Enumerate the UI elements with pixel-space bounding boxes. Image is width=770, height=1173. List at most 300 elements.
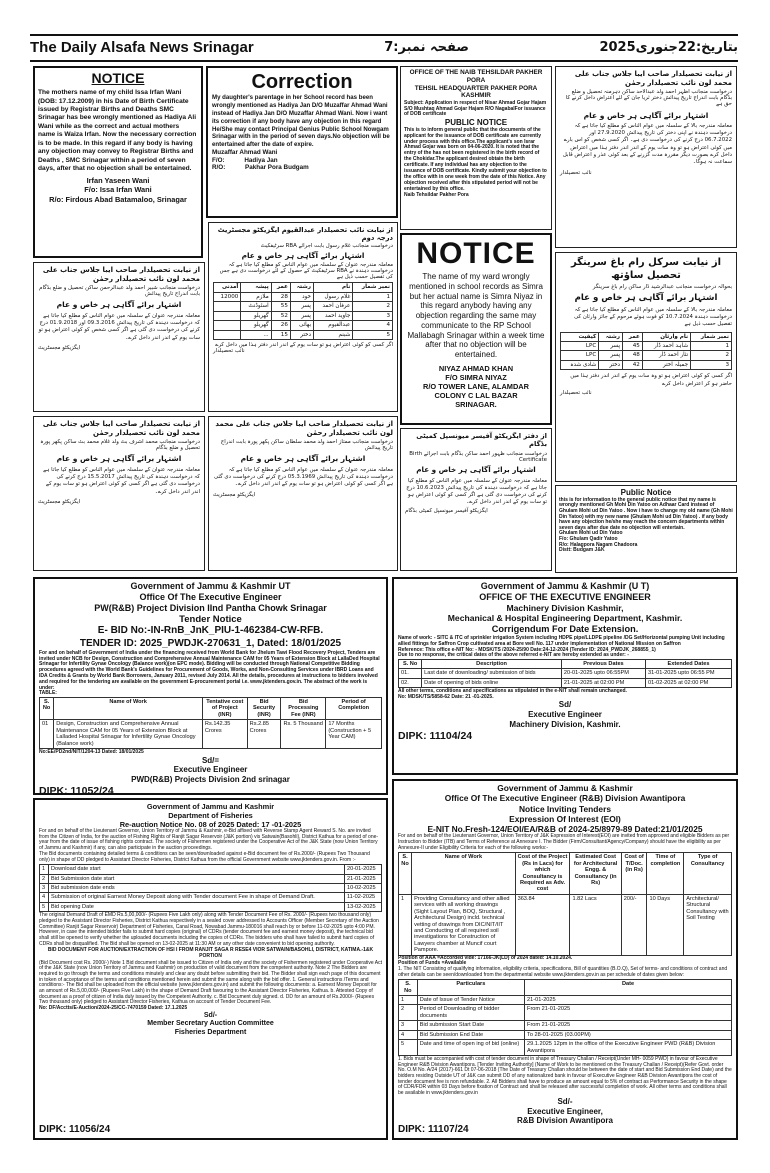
signatory-name: Ghulam Mohi ud Din Yatoo (559, 530, 623, 537)
notice-footer: اگر کسی کو کوئی اعتراض ہو تو سات یوم کے اندر اندر دفتر ہذا میں داخل کرے (215, 341, 393, 348)
notice-title: Corrigendum For Date Extension. (491, 623, 639, 634)
column-header: S. No (399, 980, 418, 996)
table-cell: جمیلہ اختر (642, 360, 690, 369)
ebid-number: E- BID No:-IN-RnB_JnK_PIU-1-462384-CW-RFB. (97, 625, 324, 637)
government-name: Government of Jammu & Kashmir UT (130, 581, 291, 591)
table-row (399, 894, 732, 955)
notice-body: معاملہ مندرجہ عنوان کے سلسلہ میں عوام الناس کو مطلع کیا جاتا ہے کہ درخواست دہندہ کی تاریخ پیدائش 09.3.2016 اور 01.9.2018 درج کرنے کی درخواست دی گئی ہے اگر کسی شخص کو کوئی اعتراض ہو تو سات یوم کے اندر اندر داخل کرے۔ (38, 312, 200, 341)
table-row (214, 330, 393, 339)
table-cell: پسر (290, 311, 313, 320)
table-row (214, 292, 393, 301)
dipk-number: DIPK: 11056/24 (39, 1123, 111, 1135)
nit-paragraph: 1. The NIT Consisting of qualifying information, eligibility criteria, specifications, Bill of quantities (B.O.Q), Set of terms- and conditions of contract and other details can be seen/downloaded from the departmental website www.jktenders.gov.in as per schedule of dates given below: (398, 965, 728, 978)
enit-number: E-NIT No.Fresh-124/EOI/EA/R&B of 2024-25/8979-89 Dated:21/01/2025 (427, 824, 703, 834)
notice-subject: درخواست منجانب غلام رسول بابت اجرائے RBA سرٹیفکیٹ (260, 242, 393, 249)
notice-heading: از نیابت تحصیلدار صاحب ایبا جلاس جناب علی محمد لون نائب تحصیلدار رحمٰن (42, 420, 200, 437)
table-cell: LPC (561, 351, 599, 360)
notice-subject: درخواست منجانب شبیر احمد ولد عبدالرحمن ساکن تحصیل و ضلع بڈگام بابت اندراج تاریخ پیدائش (39, 285, 200, 298)
notice-title: NOTICE (416, 237, 536, 270)
table-cell: 52 (271, 311, 290, 320)
column-header: کیفیت (561, 332, 599, 341)
notice-body: معاملہ مندرجہ عنوان کے سلسلہ میں عوام الناس کو مطلع کیا جاتا ہے کہ درخواست دہندہ کی تاریخ پیدائش 05.3.1969 درج کرنے کی درخواست دی گئی ہے اگر کسی کو کوئی اعتراض ہو تو سات یوم کے اندر اندر داخل کرے۔ (214, 466, 393, 488)
table-cell: جاوید احمد (314, 311, 353, 320)
public-notice-yatoo (555, 485, 737, 573)
table-cell: خود (290, 292, 313, 301)
table-cell: 1 (691, 342, 732, 351)
table-row (561, 360, 732, 369)
department-name: Mechanical & Hospital Engineering Department, Kashmir. (447, 613, 683, 624)
table-cell: گھریلو (241, 311, 271, 320)
notice-title: اشتہار برائے آگاہی ہر خاص و عام (241, 250, 365, 260)
table-row (40, 865, 382, 874)
notice-body: The mothers name of my child Issa Irfan Wani (DOB: 17.12.2009) in his Date of Birth Certificate issued by Registrar Births and Deaths SMC Srinagar has bee wrongly mentioned as Hadiya Ali Wani while as the correct and actual mothers name is Waiza Irfan. Now the necessary correction is to be made. In this regard if any body is having any objection may convey to Registrar Births and Deaths , SMC Srinagar within a period of seven days, after that no objection shall be entertained. (38, 89, 197, 173)
column-header: عمر (623, 332, 643, 341)
reference-number: No:EE/PD2nd/NIT/1204-13 Dated: 18/01/2025 (39, 748, 144, 755)
notice-body: this is for information to the general public notice that my name is wrongly mentioned Gh Mohi Din Yatoo on Adhaar Card instead of Ghulam Mohi ud Din Yatoo . Now i have to change my old name (Gh Mohi Din Yatoo) with my new name (Ghulam Mohi ud Din Yatoo) . if any body have any objection he/she may reach the concern departments within seven days after due date no objection will entertain. (559, 496, 733, 531)
dipk-number: DIPK: 11107/24 (398, 1123, 469, 1135)
table-cell: 3 (399, 1021, 418, 1030)
table-cell: 13-02-2025 (344, 902, 381, 911)
notice-title: Public Notice (620, 488, 672, 497)
table-cell: 1 (399, 894, 412, 955)
notice-heading: از نیابت نائب تحصیلدار عبدالقیوم ایگزیکٹو مجسٹریٹ درجہ دوم (217, 226, 393, 243)
rnb-awantipora-eoi (392, 779, 738, 1140)
table-cell: 2 (691, 351, 732, 360)
table-row (399, 669, 732, 678)
table-cell: عرفان احمد (314, 302, 353, 311)
correction-body: My daughter's parentage in her School record has been wrongly mentioned as Hadiya Jan D/O Muzaffar Ahmad Wani instead of Hadiya Jan D/O Muzaffar Ahmad Wani. Now i want its correction if any body have any objection in this regard He/She may contact Principal Genius Public School Nowgam Srinagar with in the period of seven days.No objection will be entertained after the date of expire. (212, 94, 390, 149)
naib-tehsildar-notice (400, 66, 552, 230)
notice-subject: بحوالہ درخواست منجانب عبدالرشید ڈار ساکن رام باغ سرینگر (592, 284, 732, 290)
table-row (399, 996, 732, 1005)
notice-subject: درخواست منجانب محمد اشرف بٹ ولد غلام محمد بٹ ساکن پکھر پورہ تحصیل و ضلع بڈگام (40, 439, 200, 452)
column-header: Cost of T/Doc. (in Rs) (621, 853, 647, 895)
table-cell: 31-01-2025 upto 06:55 PM (646, 669, 732, 678)
table-cell: دختر (290, 330, 313, 339)
table-cell: Date and time of open ing of bid (online) (417, 1040, 524, 1056)
notice-title: اشتہار برائے آگاہی ہر خاص و عام (583, 110, 709, 120)
table-cell: 21-01-2025 (525, 996, 732, 1005)
notice-body: معاملہ مندرجہ بالا کے سلسلہ میں عوام الناس کو مطلع کیا جاتا ہے کہ درخواست دہندہ 10.7.2024 کو فوت ہوئے مرحوم کے جائز وارثان کی تفصیل حسب ذیل ہے (574, 306, 732, 328)
table-row (40, 893, 382, 902)
column-header: Type of Consultancy (684, 853, 732, 895)
sd-mark: Sd/ (558, 700, 572, 710)
notice-body: معاملہ مندرجہ عنوان کے سلسلہ میں عوام الناس کو مطلع کیا جاتا ہے کہ درخواست دہندہ کی تاریخ پیدائش 10.6.2023 درج کرنے کی درخواست دی گئی ہے اگر کسی کو کوئی اعتراض ہو تو سات یوم کے اندر اندر داخل کرے۔ (406, 477, 547, 505)
table-cell: 21-01-2025 (344, 874, 381, 883)
column-header: Estimated Cost for Architectural Engg. & Consultancy (in Rs) (570, 853, 621, 895)
notice-title: اشتہار برائے آگاہی ہر خاص و عام (56, 454, 182, 464)
table-header (40, 698, 382, 720)
notice-heading: از دفتر ایگزیکٹو آفیسر میونسپل کمیٹی بڈگام (416, 432, 547, 449)
table-cell: Architectural/ Structural Consultancy with Soil Testing (684, 894, 732, 955)
signatory-relation: F/o: Issa Irfan Wani (84, 185, 152, 195)
table-cell: 10 Days (647, 894, 684, 955)
table-row (399, 1021, 732, 1030)
notice-subject: درخواست منجانب ممتاز احمد ولد محمد سلطان ساکن پکھر پورہ بابت اندراج تاریخ پیدائش (220, 439, 393, 452)
table-cell: 2 (399, 1005, 418, 1021)
table-cell: 363.84 (515, 894, 570, 955)
signatory: نائب تحصیلدار (560, 169, 592, 176)
table-cell: 1.82 Lacs (570, 894, 621, 955)
table-cell: Last date of downloading/ submission of bids (422, 669, 562, 678)
table-row (561, 342, 732, 351)
notice-subject: درخواست منجانب ظہور احمد ساکن بڈگام بابت اجرائے Birth Certificate (409, 450, 547, 463)
table-row (399, 1005, 732, 1021)
office-subheading: TEHSIL HEADQUARTER PAKHER PORA KASHMIR (414, 84, 538, 100)
tender-body: For and on behalf of Government of India under the financing received from World Bank for Jhelum Tawi Flood Recovery Project, Tenders are invited under NCB for Design, Construction and Comprehensive Annual Maintenance CAM for 05 Years of Extension Block at LallaDed Hospital Srinagar for Infertility Gynae Oncology (Balance work)(on EPC mode). Bidding will be conducted through National Competitive Bidding procedures agreed with the World Bank's Guidelines for Procurement of Goods, Works, and Non-Consulting Services under IBRD Loans and IDA Credits & Grants by World Bank Borrowers, January 2011, revised July 2014. All the details, procedures at instructions to bidders involved and required for the tendering are available on the government E-procurement portal i.e. www.jktenders.gov.in. The abstract of the work is under: (39, 649, 380, 691)
heirs-table (560, 332, 732, 371)
signatory: نائب تحصیلدار (560, 389, 592, 396)
signatory-office: Machinery Division, Kashmir. (509, 719, 621, 729)
table-cell: 17 Months (Construction + 5 Year CAM) (326, 720, 382, 749)
table-cell: Bid submission date ends (48, 884, 344, 893)
notice-body: 1. Bids must be accompanied with cost of tender document in shape of Treasury Challan / Receipt(Under MH- 0059 PWD) in favour of Executive Engineer R&B Division Awantipora. [Tender Inviting Authority] (Name of Work to be mentioned on the Treasury Challan / Receipt)(Refer Govt. order No. O.M No. A/24 (2017)-661 Dt 07-06-2018 (The Date of Treasury Challan should be between the date of start and Bid Submission End Date) and the bidders residing Outside UT of J&K can submit DD of any nationalized bank in favour of Executive Engineer R&B Division Awantipora the cost of tender document fee is non refundable. 2. All Bidders shall have to produce an amount equal to 5% of contract as Performance Security in the shape of CDR/FDR within 03 Days before fixation of Contract and shall be released after successful completion of work. All other terms and conditions shall be available in www.jktenders.gov.in (398, 1056, 732, 1097)
notice-heading: از نیابت تحصیلدار صاحب ایبا جلاس جناب علی محمد لون نائب تحصیلدار رحمٰن (42, 266, 200, 283)
table-cell: پسر (290, 302, 313, 311)
signatory-title: Executive Engineer (528, 710, 602, 720)
table-row (40, 884, 382, 893)
table-cell: Providing Consultancy and other allied services with all working drawings (Sight Layout Plan, BOQ, Structural , Architectural Design) incld. technical vetting of drawings from DIC/NIT/IIT and Conducting of all required soil investigations for Construction of Lawyers chamber at Muncif court Pampore. (412, 894, 516, 955)
column-header: نمبر شمار (353, 283, 393, 292)
table-cell (214, 330, 241, 339)
table-row (40, 874, 382, 883)
table-cell: پسر (599, 342, 623, 351)
column-header: نمبر شمار (691, 332, 732, 341)
signatory-name: Muzaffar Ahmad Wani (212, 148, 278, 156)
notice-subject: Subject: Application in respect of Nisar Ahmad Gojar Hajam S/O Mushtaq Ahmad Gojar Hajam R/O NagabalFor issuance of DOB certificate (404, 100, 547, 118)
table-row (561, 351, 732, 360)
intro: Due to no response, the critical dates of the above referred e-NIT are hereby extended as under: - (398, 652, 629, 659)
department-name: Department of Fisheries (168, 811, 253, 821)
table-cell: نثار احمد ڈار (642, 351, 690, 360)
column-header: Date (525, 980, 732, 996)
table-row (40, 902, 382, 911)
table-cell: 45 (623, 342, 643, 351)
footer-note: All other terms, conditions and specifications as stipulated in the e-NIT shall remain unchanged. (398, 688, 627, 695)
table-cell: 29.1.2025 12pm in the office of the Executive Engineer PWD (R&B) Division Awantipora (525, 1040, 732, 1056)
office-name: Office Of The Executive Engineer (139, 591, 282, 602)
notice-heading: از نیابت تحصیلدار صاحب ایبا جلاس جناب علی محمد لون نائب تحصیلدار رحمٰن (215, 420, 393, 437)
table-cell: پسر (599, 351, 623, 360)
table-cell: From 21-01-2025 (525, 1005, 732, 1021)
work-table (39, 697, 382, 749)
notice-title: NOTICE (91, 70, 145, 86)
column-header: Previous Dates (561, 659, 645, 668)
notice-subject: درخواست منجانب اظہر احمد ولد عبدالاحد ساکن دہرمنہ تحصیل و ضلع بڈگام بابت اندراج تاریخ پیدائش دختر ثریا جان کے لئے اعتراض داخل کرنے کا حق ہے (565, 89, 732, 108)
table-header (561, 332, 732, 341)
table-cell: Bid opening Date (48, 902, 344, 911)
urdu-rba-notice (208, 222, 398, 412)
table-cell (214, 321, 241, 330)
notice-title: اشتہار برائے آگاہی ہر خاص و عام (240, 454, 366, 464)
notice-body: For and on behalf of the Lieutenant Governor, Union Territory of Jammu & Kashmir, e-Bid affixed with Reverse Stamp Agent Reward S. No. are invited from the Citizen of India, for the auction of Fishing Rights of Ranjit Sagar Reservoir (J&K portion) vis Satwain(Basohli), District Kathua for a period of one-year from the date of issue of fishing rights contract. The society of Fishermen registered under the Cooperative Act of the J&K State (now Union Territory of Jammu and Kashmir) if any, can also participate in the auction proceedings. (39, 828, 379, 852)
urdu-left-notice-1 (33, 262, 205, 412)
notice-body: This is to inform general public that the documents of the applicant for the issuance of DOB certificate are currently under process with this office.The applicant's son Israr Ahmad Gojar was born on 04-06-2020. It is noted that the entry of the has not been registered in the birth record of the Chokidar.The applicant desired obtain the birth certificate. If any individual has any objection to the issuance of DOB certificate. Kindly submit your objection to the office with in one week from the date of this Notice. Any objection received after this stipulated period will not be entertained by this office. (404, 126, 547, 192)
table-header (399, 659, 732, 668)
urdu-municipal-notice (400, 428, 552, 571)
schedule-table (39, 864, 382, 912)
reference-number: No: MDSK/TS/5858-62 Date: 21 -01-2025. (398, 693, 494, 700)
notice-body: The name of my ward wrongly mentioned in school records as Simra but her actual name is Simra Niyaz in this regard anybody having any objection regarding the same may communicate to the RP School Mallabagh Srinagar within a week time after that no objection will be entertained. (407, 272, 545, 359)
table-cell: 26 (271, 321, 290, 330)
fisheries-reauction-notice (33, 798, 388, 1140)
table-body (561, 342, 732, 370)
dates-table (398, 979, 732, 1056)
column-header: Description (422, 659, 562, 668)
column-header: نام وارثان (642, 332, 690, 341)
table-label: TABLE: (39, 690, 57, 697)
reference-number: No: DF/Acctts/E-Auction/2024-25/CC-7470159 Dated: 17.1.2025 (39, 1005, 188, 1012)
table-cell: Rs.142.35 Crores (202, 720, 247, 749)
table-cell: 02. (399, 678, 422, 687)
table-cell: 4 (353, 321, 393, 330)
table-row (40, 720, 382, 749)
position-aaa: Position of AAA =Accorded vide: 17166-JK(LD) of 2024 dated: 14.10.2024. (398, 954, 573, 961)
table-cell: 5 (40, 902, 49, 911)
column-header: Bid Processing Fee (INR) (281, 698, 326, 720)
table-cell: Bid Submission End Date (417, 1030, 524, 1039)
notice-title: PUBLIC NOTICE (444, 118, 508, 128)
column-header: Cost of the Project (Rs in Lacs) for which Consultancy is Required as Adv. cost (515, 853, 570, 895)
column-header: Bid Security (INR) (247, 698, 281, 720)
signatory-address-3: SRINAGAR. (455, 399, 497, 409)
column-header: Name of Work (412, 853, 516, 895)
signatory-address: R/o: Firdous Abad Batamaloo, Srinagar (49, 194, 187, 204)
table-row (399, 1040, 732, 1056)
table-row (399, 1030, 732, 1039)
signatory: Naib Tehsildar Pakher Pora (404, 191, 469, 198)
work-table (398, 852, 732, 955)
signatory-relation: F/O: Hadiya Jan (212, 156, 278, 164)
column-header: Particulars (417, 980, 524, 996)
notice-footer: اگر کسی کو کوئی اعتراض ہو تو وہ سات یوم کے اندر اندر دفتر ہذا میں حاضر ہو کر اعتراض داخل کرے (570, 373, 732, 387)
sd-mark: Sd/- (557, 1096, 573, 1106)
table-cell: 11-02-2025 (344, 893, 381, 902)
table-cell: 21-01-2025 at 02:00 PM (561, 678, 645, 687)
column-header: رشتہ (290, 283, 313, 292)
table-body (399, 669, 732, 688)
column-header: عمر (271, 283, 290, 292)
table-cell: 42 (623, 360, 643, 369)
division-name: PW(R&B) Project Division IInd Pantha Chowk Srinagar (94, 602, 327, 613)
table-cell: 200/- (621, 894, 647, 955)
bid-document-title: BID DOCUMENT FOR AUCTION/EXTRACTION OF HSI I FROM RANJIT SAGA R RESE4 VIOR SATWAIN/BASOHLI, DISTRICT, KATIMA.-1&K PORTION (47, 947, 374, 960)
signatory: نائب تحصیلدار (213, 348, 245, 355)
urdu-mid-notice-2 (208, 416, 398, 571)
signatory-title: Member Secretary Auction Committee (147, 1020, 274, 1028)
notice-title: Notice Inviting Tenders (519, 803, 611, 814)
masthead (30, 34, 738, 62)
table-cell: To 28-01-2025 (03.00PM) (525, 1030, 732, 1039)
division-name: Machinery Division Kashmir, (506, 602, 624, 613)
signatory-district: Distt: Budgam J&K (559, 547, 605, 554)
column-header: Time of completion (647, 853, 684, 895)
signatory: ایگزیکٹو مجسٹریٹ (38, 498, 81, 505)
signatory-address-1: R/O TOWER LANE, ALAMDAR (423, 381, 529, 391)
table-cell: 4 (40, 893, 49, 902)
table-cell: Submission of original Earnest Money Deposit along with Tender document Fee in shape of Demand Draft. (48, 893, 344, 902)
signatory-office: R&B Division Awantipora (516, 1116, 613, 1126)
table-cell: Period of Downloading of bidder documents (417, 1005, 524, 1021)
table-cell: 4 (399, 1030, 418, 1039)
signatory: ایگزیکٹو مجسٹریٹ (38, 344, 81, 351)
urdu-left-notice-2 (33, 416, 205, 571)
page-number: صفحہ نمبر:7 (384, 40, 469, 56)
column-header: نام (314, 283, 353, 292)
table-row (214, 302, 393, 311)
sd-mark: Sd/= (201, 755, 220, 765)
intro: For and on behalf of the Lieutenant Governor, Union Territory of J&K Expression of Interest(EOI) are invited from approved and eligible Bidders as per Instruction to Bidder (ITB) and Terms of Reference at Annexure I. The Bidder (Firm/Consultant/Agency/Company) should have the eligibility as per Annexure-II under Eligibility Criteria for each of the following works:- (398, 833, 730, 851)
heirs-table (213, 282, 393, 340)
sd-mark: Sd/- (203, 1011, 218, 1019)
table-cell: ملازم (241, 292, 271, 301)
table-cell: 10-02-2025 (344, 884, 381, 893)
table-cell: 3 (40, 884, 49, 893)
correction-notice (206, 66, 398, 218)
table-cell: 01 (40, 720, 54, 749)
position-funds: Position of Funds =Available (398, 960, 467, 967)
signatory-address: R/O: Pakhar Pora Budgam (212, 164, 309, 172)
column-header: S. No (399, 659, 422, 668)
column-header: پیشہ (241, 283, 271, 292)
table-row (214, 311, 393, 320)
notice-body-3: The original Demand Draft of EMD Rs.5,00,000/- (Rupees Five Lakh only) along with Tender Document Fee of Rs. 2000/- (Rupees two thousand only) pledged to the Assistant Director Fisheries, District Kathua respectively in a sealed cover addressed to Accounts Officer (Member Secretary of the Auction Committee) Ranjit Sagar Reservoir) Department of Fisheries, Canal Road, Nowabad Jammu-180016 shall reach by or before 11-02-2025 upto 4:00 PM. However, in case the intended bidder fails to submit hard copies (original) of CDRs (tender document fee and earnest money deposit), the technical bid shall still be opened to verify whether the uploaded documents including the copies of CDRs. The bidders who shall have failed to submit hard copies of CDRs shall be disqualified. The Bid shall be opened on 13-02-2025 at 11:30 AM or any other date convenient to bid opening authority. (39, 912, 379, 947)
table-cell: 1 (40, 865, 49, 874)
table-cell: Bid Submission date start (48, 874, 344, 883)
table-cell: 1 (399, 996, 418, 1005)
table-cell: 3 (691, 360, 732, 369)
column-header: رشتہ (599, 332, 623, 341)
table-cell: دختر (599, 360, 623, 369)
table-cell: 48 (623, 351, 643, 360)
table-cell: 1 (353, 292, 393, 301)
notice-body: معاملہ مندرجہ عنوان کے سلسلہ میں عوام الناس کو مطلع کیا جاتا ہے کہ درخواست دہندہ نے RBA سرٹیفکیٹ کے حصول کے لئے درخواست دی ہے جس کی تفصیل حسب ذیل ہے (219, 261, 393, 281)
table-cell: Date of Issue of Tender Notice (417, 996, 524, 1005)
signatory-title: Executive Engineer, (527, 1106, 603, 1116)
urdu-ram-bagh-notice (555, 252, 737, 482)
notice-title: Re-auction Notice No. 08 of 2025 Dated: 17 -01-2025 (119, 820, 302, 830)
signatory-address: R/o: Halagpora Nagam Chadoora (559, 541, 638, 548)
column-header: S. No (399, 853, 412, 895)
signatory: ایگزیکٹو آفیسر میونسپل کمیٹی بڈگام (405, 507, 488, 514)
notice-niyaz (400, 233, 552, 425)
signatory-name: NIYAZ AHMAD KHAN (438, 363, 514, 373)
table-cell: Bid submission Start Date (417, 1021, 524, 1030)
signatory-relation: F/o: Ghulam Qadir Yatoo (559, 535, 618, 542)
table-cell: 20-01-2025 upto 06:55PM (561, 669, 645, 678)
column-header: Period of Completion (326, 698, 382, 720)
government-name: Government of Jammu & Kashmir (U T) (480, 581, 650, 591)
column-header: Name of Work (54, 698, 203, 720)
tender-id: TENDER ID: 2025_PWDJK-270631_1, Dated: 18/01/2025 (79, 637, 342, 649)
table-cell: Rs. 5 Thousand (281, 720, 326, 749)
table-header (399, 853, 732, 895)
table-cell: 20-01-2025 (344, 865, 381, 874)
dates-table (398, 659, 732, 688)
table-cell: گھریلو (241, 321, 271, 330)
table-cell: 01. (399, 669, 422, 678)
column-header: Extended Dates (646, 659, 732, 668)
notice-title: Tender Notice (179, 613, 242, 625)
signatory-office: Fisheries Department (174, 1028, 247, 1036)
work-name: Name of work: - SITC & ITC of sprinkler irrigation System including HDPE pipe/LLDPE pipeline /DG Set/Horizontal pumping Unit including allied fittings for Saffron Crop cultivated area at Bore well No. 117 under implementation of National Mission on Saffron (398, 635, 725, 647)
table-cell: 5 (399, 1040, 418, 1056)
dipk-number: DIPK: 11052/24 (39, 784, 114, 797)
notice-subtitle: Expression Of Interest (EOI) (509, 813, 621, 824)
table-cell: 55 (271, 302, 290, 311)
table-body (399, 996, 732, 1056)
office-name: OFFICE OF THE EXECUTIVE ENGINEER (479, 591, 651, 602)
table-cell: 28 (271, 292, 290, 301)
table-cell: شاہد احمد ڈار (642, 342, 690, 351)
table-cell (214, 311, 241, 320)
reference: Reference: This office e-NIT No: - MDSK/TS /2024-25/90 Date:24-12-2024 (Tender ID: 2024_PWDJK_268855_1) (398, 646, 656, 653)
notice-heading: از نیابت تحصیلدار صاحب ایبا جلاس جناب علی محمد لون نائب تحصیلدار رحمٰن (574, 70, 732, 87)
notice-title: اشتہار برائے آگاہی ہر خاص و عام (574, 293, 718, 304)
column-header: Tentative cost of Project (INR) (202, 698, 247, 720)
table-cell: 2 (353, 302, 393, 311)
table-cell: From 21-01-2025 (525, 1021, 732, 1030)
table-cell: غلام رسول (314, 292, 353, 301)
table-cell: 2 (40, 874, 49, 883)
issue-date: بتاریخ:22جنوری2025 (599, 40, 738, 56)
signatory-relation: F/O SIMRA NIYAZ (445, 372, 507, 382)
urdu-tehsildar-notice (555, 66, 737, 248)
table-header (399, 980, 732, 996)
table-cell: 12000 (214, 292, 241, 301)
signatory-office: PWD(R&B) Projects Division 2nd srinagar (131, 775, 290, 785)
column-header: آمدنی (214, 283, 241, 292)
notice-body-2: The Bid documents containing detailed terms & conditions can be seen/downloaded against e-Bid document fee of Rs.2000/- (Rupees Two Thousand only) in shape of DD pledged to Assistant Director Fisheries, District Kathua from the official Government website www.jktenders.gov.in. From :- (39, 850, 370, 863)
signatory: ایگزیکٹو مجسٹریٹ (213, 491, 256, 498)
notice-heading: از نیابت سرکل رام باغ سرینگر تحصیل ساؤتھ (570, 257, 722, 281)
correction-title: Correction (251, 71, 353, 93)
notice-title: اشتہار برائے آگاہی ہر خاص و عام (416, 464, 536, 474)
table-cell: شبنم (314, 330, 353, 339)
column-header: S. No (40, 698, 54, 720)
notice-irfan (33, 66, 203, 258)
dipk-number: DIPK: 11104/24 (398, 729, 473, 742)
table-row (214, 321, 393, 330)
table-body (214, 292, 393, 339)
office-heading: OFFICE OF THE NAIB TEHSILDAR PAKHER PORA (409, 69, 543, 84)
table-cell: Date of opening of bids online (422, 678, 562, 687)
table-cell: Download date start (48, 865, 344, 874)
table-cell: شادی شدہ (561, 360, 599, 369)
table-header (214, 283, 393, 292)
table-cell: بھائی (290, 321, 313, 330)
government-name: Government of Jammu and Kashmir (146, 802, 275, 811)
table-cell (214, 302, 241, 311)
paper-name: The Daily Alsafa News Srinagar (30, 38, 254, 56)
table-cell: عبدالقیوم (314, 321, 353, 330)
notice-body: معاملہ مندرجہ بالا کے سلسلہ میں عوام الناس کو مطلع کیا جاتا ہے کہ درخواست دہندہ نے اپنی دختر کی تاریخ پیدائش 27.9.2020 اور 06.7.2022 درج کرنے کی درخواست دی ہے۔ اگر کسی شخص کو اس بارے میں کوئی اعتراض ہو تو وہ سات یوم کے اندر اندر دفتر ہذا میں اعتراض داخل کرے بصورت دیگر مقررہ مدت گزرنے کے بعد کوئی عذر و اعتراض قابل سماعت نہ ہوگا۔ (562, 122, 732, 166)
table-cell: LPC (561, 342, 599, 351)
table-cell: 15 (271, 330, 290, 339)
table-cell: 3 (353, 311, 393, 320)
government-name: Government of Jammu & Kashmir (497, 783, 633, 793)
table-body (40, 865, 382, 912)
table-row (399, 678, 732, 687)
notice-title: اشتہار برائے آگاہی ہر خاص و عام (56, 300, 182, 310)
notice-body-4: (Bid Document cost Rs. 2000/-) Note 1 Bid document shall be issued to Citizen of India only and the society of Fishermen registered under Cooperative Act of the J&K State (now Union Territory of Jammu and Kashmir) on production of valid document from the competent authority. Note 2 The Bidders are required to go through the terms and conditions minutely and clear any doubt before submitting their bid. The Bidder shall sign each page of this document in token of acceptance of the terms and conditions mentioned herein and submit the same along with the bid offer. 1. General instructions /Terms and conditions:- The Bid shall be uploaded from the official website (www.jktenders.gov.in) and submit the following documents: a. Earnest Money Deposit for an amount of Rs.5,00,000/- (Rupees Five Lakh) in the shape of Demand Draft favouring to the Assistant Director Fisheries, Kathua. b. Attested Copy of document as a proof of citizen of India duly issued by the Competent Authority. c. Bid Document duly signed. d. DD for an amount of Rs.2000/- (Rupees Two thousand only) pledged to Assistant Director Fisheries, Kathua on account of Tender Document Fee. (39, 959, 382, 1006)
table-cell: Rs.2.85 Crores (247, 720, 281, 749)
signatory-address-2: COLONY C LAL BAZAR (434, 390, 518, 400)
table-cell: اسٹوڈنٹ (241, 302, 271, 311)
machinery-corrigendum (392, 577, 738, 775)
office-name: Office Of The Executive Engineer (R&B) Division Awantipora (444, 793, 686, 804)
signatory-title: Executive Engineer (173, 765, 248, 775)
